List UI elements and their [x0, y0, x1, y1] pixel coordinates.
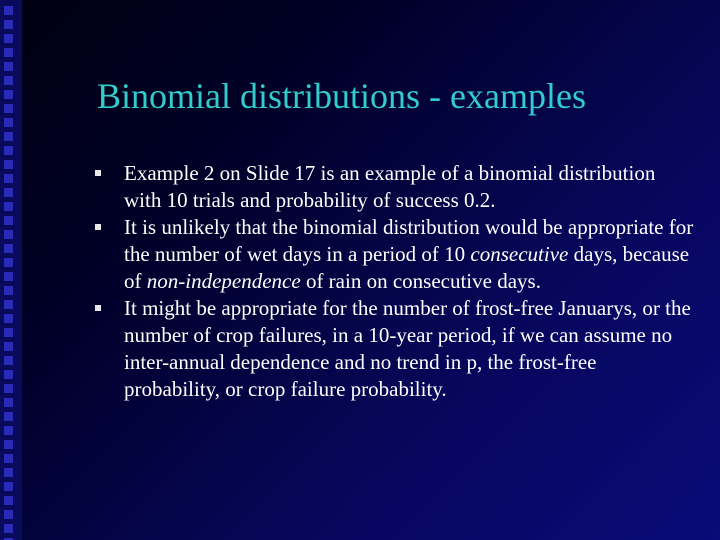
bullet-list [95, 160, 695, 403]
strip-square [4, 426, 13, 435]
strip-square [4, 468, 13, 477]
strip-square [4, 62, 13, 71]
strip-square [4, 384, 13, 393]
strip-square [4, 328, 13, 337]
strip-square [4, 188, 13, 197]
bullet-text: It might be appropriate for the number of frost-free Januarys, or the number of crop failures, in a 10-year period, if we can assume no inter-annual dependence and no trend in p, the frost-free probability, or crop failure probability. [124, 296, 691, 401]
strip-square [4, 370, 13, 379]
square-bullet-icon [95, 305, 101, 311]
strip-square [4, 300, 13, 309]
strip-square [4, 482, 13, 491]
strip-square [4, 202, 13, 211]
decorative-square-strip [0, 0, 22, 540]
strip-square [4, 356, 13, 365]
bullet-text: Example 2 on Slide 17 is an example of a binomial distribution with 10 trials and probability of success 0.2. [124, 161, 656, 212]
bullet-item [95, 295, 695, 403]
strip-square [4, 6, 13, 15]
strip-square [4, 230, 13, 239]
strip-square [4, 216, 13, 225]
bullet-item [95, 214, 695, 295]
strip-square [4, 454, 13, 463]
strip-square [4, 174, 13, 183]
strip-square [4, 510, 13, 519]
strip-square [4, 524, 13, 533]
square-bullet-icon [95, 170, 101, 176]
strip-square [4, 132, 13, 141]
strip-square [4, 314, 13, 323]
strip-square [4, 398, 13, 407]
bullet-item [95, 160, 695, 214]
strip-square [4, 34, 13, 43]
strip-square [4, 258, 13, 267]
strip-square [4, 286, 13, 295]
strip-square [4, 342, 13, 351]
strip-square [4, 440, 13, 449]
strip-square [4, 76, 13, 85]
strip-square [4, 272, 13, 281]
strip-square [4, 48, 13, 57]
strip-square [4, 118, 13, 127]
strip-square [4, 496, 13, 505]
strip-square [4, 104, 13, 113]
strip-square [4, 146, 13, 155]
bullet-text: It is unlikely that the binomial distribution would be appropriate for the number of wet days in a period of 10 consecutive days, because of non-independence of rain on consecutive days. [124, 215, 694, 293]
square-bullet-icon [95, 224, 101, 230]
strip-square [4, 244, 13, 253]
strip-square [4, 160, 13, 169]
strip-square [4, 20, 13, 29]
strip-square [4, 412, 13, 421]
strip-square [4, 90, 13, 99]
slide-title: Binomial distributions - examples [97, 76, 586, 116]
